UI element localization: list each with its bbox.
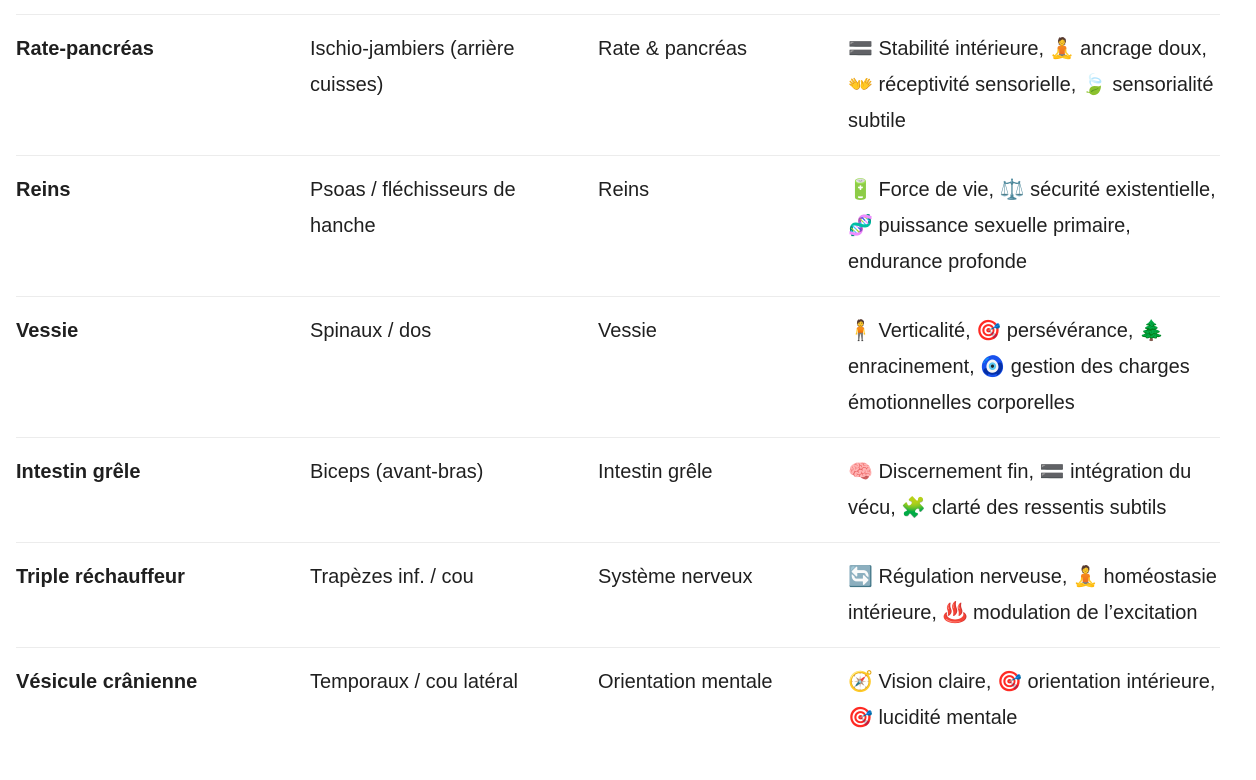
system-cell: Reins <box>598 179 650 201</box>
muscle-cell: Psoas / fléchisseurs de hanche <box>310 179 516 237</box>
qualities-cell: 🔋 Force de vie, ⚖️ sécurité existentielle, 🧬 puissance sexuelle primaire, endurance profonde <box>848 179 1216 273</box>
correspondence-table <box>16 0 1220 752</box>
muscle-cell: Trapèzes inf. / cou <box>310 566 474 588</box>
system-cell: Intestin grêle <box>598 461 713 483</box>
qualities-cell: 🧠 Discernement fin, 🟰 intégration du vécu, 🧩 clarté des ressentis subtils <box>848 461 1192 519</box>
qualities-cell: 🧍 Verticalité, 🎯 persévérance, 🌲 enracinement, 🧿 gestion des charges émotionnelles corporelles <box>848 320 1190 414</box>
system-cell: Rate & pancréas <box>598 38 747 60</box>
muscle-cell: Ischio-jambiers (arrière cuisses) <box>310 38 515 96</box>
system-cell: Vessie <box>598 320 657 342</box>
muscle-cell: Spinaux / dos <box>310 320 432 342</box>
table-row <box>16 297 1220 438</box>
organ-cell: Reins <box>16 179 71 201</box>
table-row <box>16 15 1220 156</box>
table-row <box>16 156 1220 297</box>
organ-cell: Rate-pancréas <box>16 38 154 60</box>
system-cell: Système nerveux <box>598 566 753 588</box>
table-row <box>16 543 1220 648</box>
table-row <box>16 648 1220 752</box>
table-top-divider <box>16 0 1220 15</box>
qualities-cell: 🔄 Régulation nerveuse, 🧘 homéostasie intérieure, ♨️ modulation de l’excitation <box>848 566 1217 624</box>
muscle-cell: Temporaux / cou latéral <box>310 671 518 693</box>
organ-cell: Triple réchauffeur <box>16 566 185 588</box>
organ-cell: Vésicule crânienne <box>16 671 198 693</box>
qualities-cell: 🧭 Vision claire, 🎯 orientation intérieure, 🎯 lucidité mentale <box>848 671 1216 729</box>
organ-cell: Intestin grêle <box>16 461 141 483</box>
system-cell: Orientation mentale <box>598 671 773 693</box>
muscle-cell: Biceps (avant-bras) <box>310 461 484 483</box>
organ-cell: Vessie <box>16 320 79 342</box>
qualities-cell: 🟰 Stabilité intérieure, 🧘 ancrage doux, 👐 réceptivité sensorielle, 🍃 sensorialité subtile <box>848 38 1214 132</box>
table-row <box>16 438 1220 543</box>
